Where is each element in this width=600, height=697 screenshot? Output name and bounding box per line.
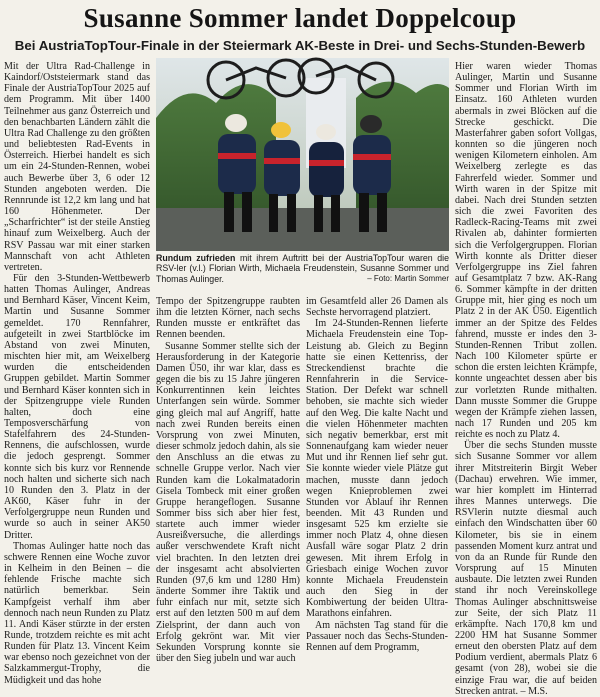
photo-caption bbox=[156, 253, 449, 293]
article-headline: Susanne Sommer landet Doppelcoup bbox=[83, 3, 517, 33]
paragraph: Über die sechs Stunden musste sich Susanne Sommer vor allem ihrer Mitstreiterin Birgit Weber (Dachau) erwehren. Wie immer, war hier komplett im Hinterrad ihres Mannes unterwegs. Die RSVlerin nutzte diesmal auch einfach den Windschatten über 60 Kilometer, bis sie in einem passenden Moment kurz antrat und von da an Runde für Runde den Vorsprung auf 15 Minuten ausbaute. Die letzten zwei Runden stand ihr noch Vereinskollege Thomas Aulinger abschnittsweise zur Seite, der sich Platz 11 erkämpfte. Nach 170,8 km und 2200 HM hat Susanne Sommer erneut den obersten Platz auf dem Podium verdient, abermals Platz 6 gesamt (von 28), wobei sie die einzige Frau war, die auf beiden Strecken antrat. – M.S. bbox=[455, 440, 597, 697]
text-column-4 bbox=[455, 61, 597, 697]
paragraph: im Gesamtfeld aller 26 Damen als Sechste hervorragend platziert. bbox=[306, 296, 448, 319]
text-column-2 bbox=[156, 296, 300, 664]
article-photo bbox=[156, 58, 449, 251]
text-column-1 bbox=[4, 61, 150, 686]
paragraph: Hier waren wieder Thomas Aulinger, Martin und Susanne Sommer und Florian Wirth im Einsatz. 160 Athleten wurden abermals in zwei Blöcken auf die Strecke geschickt. Die Masterfahrer gaben sofort Vollgas, konnten so die jüngeren noch wenigen Kilometern einholen. Am Weixelberg zerlegte es das Fahrerfeld wieder. Sommer und Wirth waren in der Spitze mit dabei. Nach drei Stunden setzten sich die zwei Favoriten des Radleck-Racing-Teams mit zwei Rivalen ab, dahinter formierten sich die Verfolgergruppen. Florian Wirth konnte als Dritter dieser Verfolgergruppe ins Ziel fahren auf Gesamtplatz 7 bzw. AK-Rang 6. Sommer kämpfte in der dritten Gruppe mit, hier ging es noch um Platz 2 in der AK Ü50. Eigentlich immer an der Spitze des Feldes fahrend, musste er indes den 3-Stunden-Rennen Tribut zollen. Nach 100 Kilometer spürte er schon die ersten leichten Krämpfe, konnte ungeachtet dessen aber bis zur vorletzten Runde mithalten. Dann musste Sommer die Gruppe wegen der Krämpfe ziehen lassen, nach 17 Runden und 205 km reichte es noch zu Platz 4. bbox=[455, 61, 597, 441]
paragraph: Mit der Ultra Rad-Challenge in Kaindorf/Oststeiermark stand das Finale der AustriaTopTour 2025 auf dem Programm. Mit über 1400 Teilnehmer aus ganz Österreich und den benachbarten Ländern zählt die Ultra Rad Challenge zu den größten und beliebtesten Rad-Events in Österreich. Hierbei handelt es sich um ein 24-Stunden-Rennen, wobei auch Bewerbe über 3, 6 oder 12 Stunden angeboten werden. Die Rennrunde ist 12,2 km lang und hat 160 Höhenmeter. Der „Scharfrichter“ ist der steile Anstieg hinauf zum Weixelberg. Auch der RSV Passau war mit einer starken Mannschaft von acht Athleten vertreten. bbox=[4, 61, 150, 273]
paragraph: Thomas Aulinger hatte noch das schwere Rennen eine Woche zuvor in Kelheim in den Beinen – die fehlende Frische machte sich natürlich bemerkbar. Sein Kampfgeist verhalf ihm aber dennoch nach neun Runden zu Platz 11. Andi Käser stürzte in der ersten Runde, trotzdem reichte es mit acht Runden für Platz 13. Vincent Keim war ebenso noch gezeichnet von der Salzkammergut-Trophy, die Müdigkeit und das hohe bbox=[4, 540, 150, 686]
cyclists-photo-illustration bbox=[156, 58, 449, 251]
paragraph: Susanne Sommer stellte sich der Herausforderung in der Kategorie Damen Ü50, ihr war klar, dass es gegen die bis zu 15 Jahre jüngeren Konkurrentinnen kein leichtes Unterfangen sein würde. Sommer ging gleich mal auf Angriff, hatte nach zwei Runden bereits einen Vorsprung von zwei Minuten, dieser schmolz jedoch dahin, als sie den Anschluss an die etwas zu schnelle Gruppe verlor. Nach vier Runden kam die Lokalmatadorin Gisela Tombeck mit einer großen Gruppe herangeflogen. Susanne Sommer biss sich aber hier fest, startete auch immer wieder Ausreißversuche, die allerdings außer verschwendete Kraft nicht viel brachten. In den letzten drei der insgesamt acht absolvierten Runden (97,6 km und 1280 Hm) änderte Sommer ihre Taktik und fuhr einfach nur mit, setzte sich erst auf den letzten 500 m auf dem Zielsprint, der dann auch von Erfolg gekrönt war. Mit vier Sekunden Vorsprung konnte sie über den Sieg jubeln und war auch bbox=[156, 340, 300, 664]
paragraph: Im 24-Stunden-Rennen lieferte Michaela Freudenstein eine Top-Leistung ab. Gleich zu Beginn hatte sie einen Kettenriss, der Streckendienst brachte die Rennfahrerin in die Service-Station. Der Defekt war schnell behoben, sie machte sich wieder auf den Weg. Die kalte Nacht und die vielen Höhenmeter machten sich negativ bemerkbar, erst mit Sonnenaufgang kam wieder neuer Mut und ihr Rennen lief sehr gut. Sie konnte wieder viele Plätze gut machen, musste dann jedoch wegen Knieproblemen zwei Stunden vor Ablauf ihr Rennen beenden. Mit 43 Runden und insgesamt 525 km erzielte sie immer noch Platz 4, ohne diesen Ausfall wäre sogar Platz 2 drin gewesen. Mit ihrem Erfolg in Griesbach einige Wochen zuvor konnte Michaela Freudenstein auch den Sieg in der Kombiwertung der beiden Ultra-Marathons einfahren. bbox=[306, 318, 448, 620]
article-subheadline: Bei AustriaTopTour-Finale in der Steiermark AK-Beste in Drei- und Sechs-Stunden-Bewerb bbox=[14, 38, 586, 53]
paragraph: Für den 3-Stunden-Wettbewerb hatten Thomas Aulinger, Andreas und Bernhard Käser, Vincent Keim, Martin und Susanne Sommer gemeldet. 170 Rennfahrer, aufgeteilt in zwei Startblöcke im Abstand von zwei Minuten, mischten hier mit, am Weixelberg wurden die entscheidenden Gruppen gebildet. Martin Sommer und Bernhard Käser konnten sich in der Spitzengruppe viele Runden halten, doch eine Temposverschärfung von Stafelfahrern des 24-Stunden-Rennens, die aufschlossen, wurde die jedoch gesprengt. Sommer konnte sich bis kurz vor Rennende noch halten und sicherte sich nach 10 Runden den 3. Platz in der AK60, Käser fuhr in der Verfolgergruppe neun Runden und wurde so auch in seiner AK50 Dritter. bbox=[4, 272, 150, 541]
paragraph: Am nächsten Tag stand für die Passauer noch das Sechs-Stunden-Rennen auf dem Programm, bbox=[306, 619, 448, 653]
paragraph: Tempo der Spitzengruppe raubten ihm die letzten Körner, nach sechs Runden musste er entkräftet das Rennen beenden. bbox=[156, 296, 300, 341]
photo-credit: – Foto: Martin Sommer bbox=[367, 273, 449, 283]
caption-lead: Rundum zufrieden bbox=[156, 253, 236, 263]
text-column-3 bbox=[306, 296, 448, 653]
caption-text: mit ihrem Auftritt bei der AustriaTopTour waren die RSV-ler (v.l.) Florian Wirth, Michaela Freudenstein, Susanne Sommer und Thomas Aulinger. bbox=[156, 253, 450, 284]
